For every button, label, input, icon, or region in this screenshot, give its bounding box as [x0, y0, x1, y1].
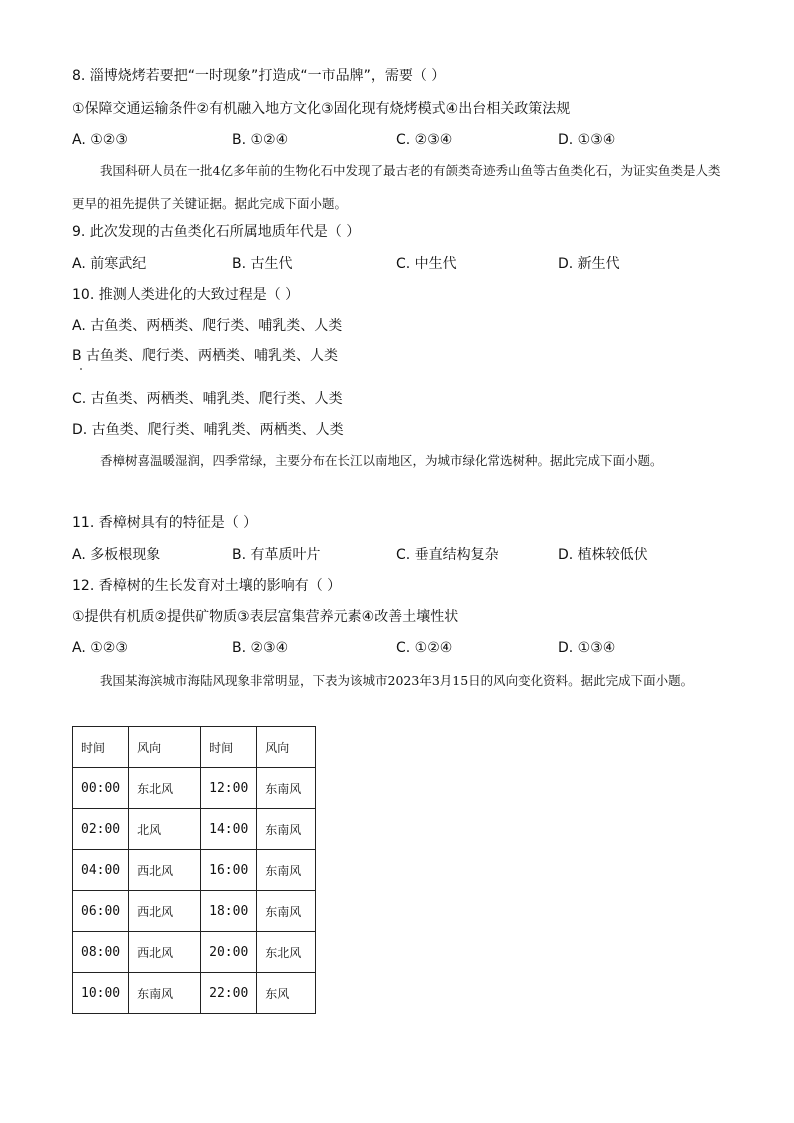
- passage-sea-breeze: 我国某海滨城市海陆风现象非常明显，下表为该城市2023年3月15日的风向变化资料。据此完成下面小题。: [100, 673, 694, 688]
- time-cell: 00:00: [73, 768, 129, 809]
- header-cell: 时间: [73, 727, 129, 768]
- wind-cell: 东南风: [257, 768, 316, 809]
- q9-option-d[interactable]: D. 新生代: [558, 256, 620, 272]
- stray-dot: [80, 368, 82, 370]
- q10-stem: 10. 推测人类进化的大致过程是（ ）: [72, 287, 300, 303]
- q12-options: [72, 638, 722, 658]
- table-header-row: [73, 727, 316, 768]
- wind-cell: 东南风: [129, 973, 201, 1014]
- time-cell: 04:00: [73, 850, 129, 891]
- q10-option-d[interactable]: D. 古鱼类、爬行类、哺乳类、两栖类、人类: [72, 422, 344, 438]
- time-cell: 10:00: [73, 973, 129, 1014]
- header-cell: 风向: [129, 727, 201, 768]
- time-cell: 14:00: [201, 809, 257, 850]
- q9-option-a[interactable]: A. 前寒武纪: [72, 256, 147, 272]
- wind-cell: 东南风: [257, 891, 316, 932]
- q8-items: ①保障交通运输条件②有机融入地方文化③固化现有烧烤模式④出台相关政策法规: [72, 101, 571, 117]
- q12-items: ①提供有机质②提供矿物质③表层富集营养元素④改善土壤性状: [72, 609, 459, 625]
- q10-option-c[interactable]: C. 古鱼类、两栖类、哺乳类、爬行类、人类: [72, 391, 343, 407]
- time-cell: 08:00: [73, 932, 129, 973]
- q11-stem: 11. 香樟树具有的特征是（ ）: [72, 515, 258, 531]
- time-cell: 12:00: [201, 768, 257, 809]
- header-cell: 风向: [257, 727, 316, 768]
- q8-option-a[interactable]: A. ①②③: [72, 132, 128, 148]
- q12-option-d[interactable]: D. ①③④: [558, 640, 616, 656]
- time-cell: 06:00: [73, 891, 129, 932]
- time-cell: 22:00: [201, 973, 257, 1014]
- q12-stem: 12. 香樟树的生长发育对土壤的影响有（ ）: [72, 578, 342, 594]
- q8-options: [72, 130, 722, 150]
- q9-option-b[interactable]: B. 古生代: [232, 256, 293, 272]
- header-cell: 时间: [201, 727, 257, 768]
- wind-direction-table: [72, 726, 316, 1014]
- wind-cell: 东南风: [257, 850, 316, 891]
- q10-option-a[interactable]: A. 古鱼类、两栖类、爬行类、哺乳类、人类: [72, 318, 343, 334]
- time-cell: 02:00: [73, 809, 129, 850]
- q12-option-a[interactable]: A. ①②③: [72, 640, 128, 656]
- q8-option-c[interactable]: C. ②③④: [396, 132, 453, 148]
- q11-option-b[interactable]: B. 有革质叶片: [232, 547, 321, 563]
- passage-camphor: 香樟树喜温暖湿润，四季常绿，主要分布在长江以南地区，为城市绿化常选树种。据此完成下面小题。: [100, 453, 663, 468]
- wind-cell: 东风: [257, 973, 316, 1014]
- q10-option-b[interactable]: B 古鱼类、爬行类、两栖类、哺乳类、人类: [72, 348, 339, 364]
- wind-cell: 西北风: [129, 932, 201, 973]
- q8-option-b[interactable]: B. ①②④: [232, 132, 289, 148]
- q12-option-b[interactable]: B. ②③④: [232, 640, 289, 656]
- q12-option-c[interactable]: C. ①②④: [396, 640, 453, 656]
- q8-option-d[interactable]: D. ①③④: [558, 132, 616, 148]
- time-cell: 20:00: [201, 932, 257, 973]
- q11-options: [72, 545, 722, 565]
- q8-stem: 8. 淄博烧烤若要把“一时现象”打造成“一市品牌”，需要（ ）: [72, 68, 446, 84]
- q9-options: [72, 254, 722, 274]
- wind-cell: 西北风: [129, 891, 201, 932]
- wind-cell: 西北风: [129, 850, 201, 891]
- wind-cell: 北风: [129, 809, 201, 850]
- q9-stem: 9. 此次发现的古鱼类化石所属地质年代是（ ）: [72, 224, 361, 240]
- time-cell: 18:00: [201, 891, 257, 932]
- q11-option-c[interactable]: C. 垂直结构复杂: [396, 547, 499, 563]
- time-cell: 16:00: [201, 850, 257, 891]
- q9-option-c[interactable]: C. 中生代: [396, 256, 457, 272]
- q11-option-a[interactable]: A. 多板根现象: [72, 547, 161, 563]
- passage-fossil: 我国科研人员在一批4亿多年前的生物化石中发现了最古老的有颌类奇迹秀山鱼等古鱼类化石，为证实鱼类是人类更早的祖先提供了关键证据。据此完成下面小题。: [72, 163, 721, 211]
- wind-cell: 东南风: [257, 809, 316, 850]
- table-row: [73, 932, 316, 973]
- table-row: [73, 809, 316, 850]
- wind-cell: 东北风: [129, 768, 201, 809]
- q11-option-d[interactable]: D. 植株较低伏: [558, 547, 648, 563]
- table-row: [73, 973, 316, 1014]
- wind-cell: 东北风: [257, 932, 316, 973]
- table-row: [73, 768, 316, 809]
- table-row: [73, 891, 316, 932]
- table-row: [73, 850, 316, 891]
